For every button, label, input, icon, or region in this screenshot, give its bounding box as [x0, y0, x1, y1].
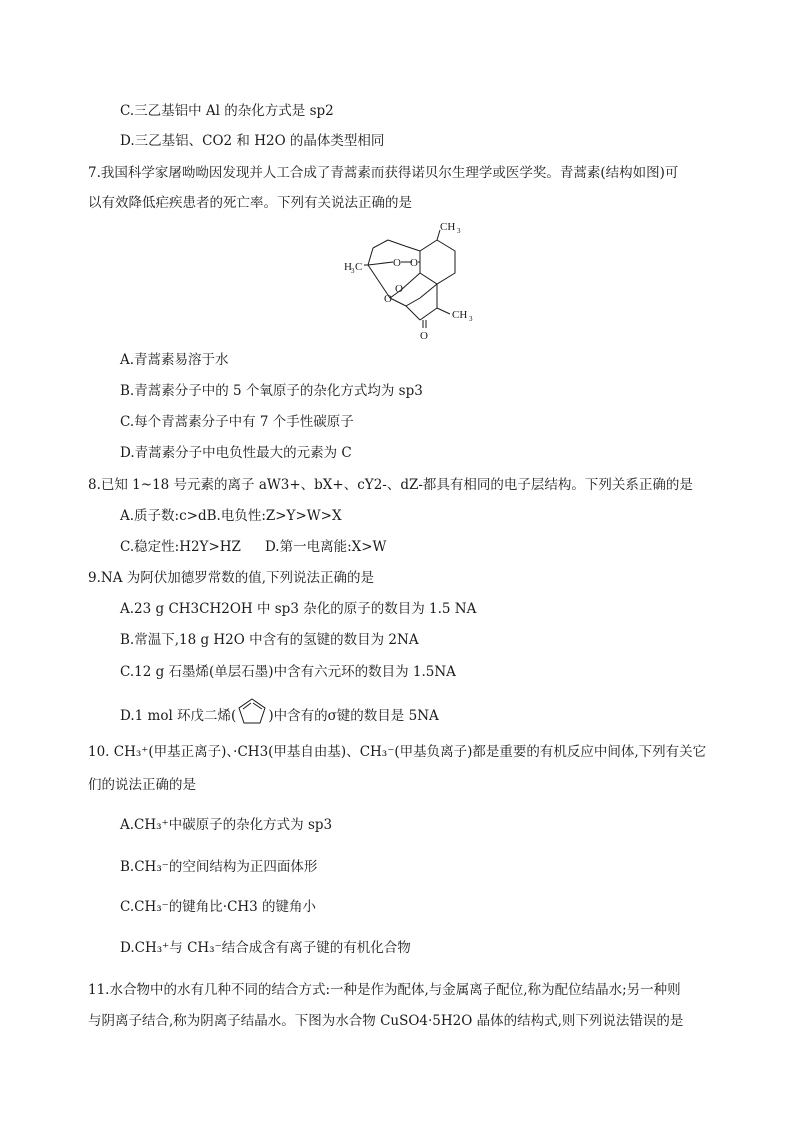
- label-h3c-sub: 3: [351, 267, 355, 275]
- q9-option-a: A.23 g CH3CH2OH 中 sp3 杂化的原子的数目为 1.5 NA: [120, 601, 477, 617]
- q9-option-c: C.12 g 石墨烯(单层石墨)中含有六元环的数目为 1.5NA: [120, 664, 456, 680]
- label-ch3-right-sub: 3: [469, 315, 473, 323]
- artemisinin-structure: [340, 218, 490, 343]
- cyclopentadiene-icon: [236, 696, 268, 726]
- q10-option-a: A.CH₃⁺中碳原子的杂化方式为 sp3: [120, 817, 333, 833]
- q10-option-b: B.CH₃⁻的空间结构为正四面体形: [120, 859, 318, 875]
- q8-option-cd: [120, 537, 386, 557]
- label-o4: O: [384, 293, 392, 305]
- q8-option-ab: A.质子数:c>dB.电负性:Z>Y>W>X: [120, 508, 342, 524]
- q8-stem: 8.已知 1~18 号元素的离子 aW3+、bX+、cY2-、dZ-都具有相同的电子层结构。下列关系正确的是: [88, 477, 693, 493]
- q7-stem-line1: 7.我国科学家屠呦呦因发现并人工合成了青蒿素而获得诺贝尔生理学或医学奖。青蒿素(结构如图)可: [88, 165, 679, 181]
- q11-stem-line1: 11.水合物中的水有几种不同的结合方式:一种是作为配体,与金属离子配位,称为配位结晶水;另一种则: [88, 982, 681, 998]
- q6-option-d: D.三乙基铝、CO2 和 H2O 的晶体类型相同: [120, 133, 385, 149]
- label-o1: O: [393, 257, 401, 269]
- label-o3: O: [395, 283, 403, 295]
- q9-stem: 9.NA 为阿伏加德罗常数的值,下列说法正确的是: [88, 570, 375, 586]
- label-o-carbonyl: O: [420, 330, 428, 342]
- q10-stem-line1: 10. CH₃⁺(甲基正离子)、·CH3(甲基自由基)、CH₃⁻(甲基负离子)都是重要的有机反应中间体,下列有关它: [88, 744, 707, 760]
- q8-option-c: C.稳定性:H2Y>HZ: [120, 539, 241, 555]
- q11-stem-line2: 与阴离子结合,称为阴离子结晶水。下图为水合物 CuSO4·5H2O 晶体的结构式,则下列说法错误的是: [88, 1013, 684, 1029]
- label-o2: O: [410, 257, 418, 269]
- q10-option-c: C.CH₃⁻的键角比·CH3 的键角小: [120, 899, 317, 915]
- q8-option-d: D.第一电离能:X>W: [264, 539, 387, 555]
- q7-option-c: C.每个青蒿素分子中有 7 个手性碳原子: [120, 414, 354, 430]
- q7-option-d: D.青蒿素分子中电负性最大的元素为 C: [120, 445, 352, 461]
- label-ch3-top: CH: [440, 221, 456, 233]
- q9-option-b: B.常温下,18 g H2O 中含有的氢键的数目为 2NA: [120, 632, 419, 648]
- q9-option-d-post: )中含有的σ键的数目是 5NA: [268, 708, 439, 724]
- q6-option-c: C.三乙基铝中 Al 的杂化方式是 sp2: [120, 103, 334, 119]
- label-ch3-top-sub: 3: [457, 227, 461, 235]
- q7-option-a: A.青蒿素易溶于水: [120, 352, 229, 368]
- label-h3c-h: H: [344, 261, 352, 273]
- q9-option-d: [120, 706, 439, 726]
- q10-stem-line2: 们的说法正确的是: [88, 777, 196, 793]
- q10-option-d: D.CH₃⁺与 CH₃⁻结合成含有离子键的有机化合物: [120, 940, 411, 956]
- label-ch3-right: CH: [452, 309, 468, 321]
- q9-option-d-pre: D.1 mol 环戊二烯(: [120, 708, 237, 724]
- label-h3c-c: C: [355, 261, 363, 273]
- q7-option-b: B.青蒿素分子中的 5 个氧原子的杂化方式均为 sp3: [120, 383, 423, 399]
- q7-stem-line2: 以有效降低疟疾患者的死亡率。下列有关说法正确的是: [88, 195, 412, 211]
